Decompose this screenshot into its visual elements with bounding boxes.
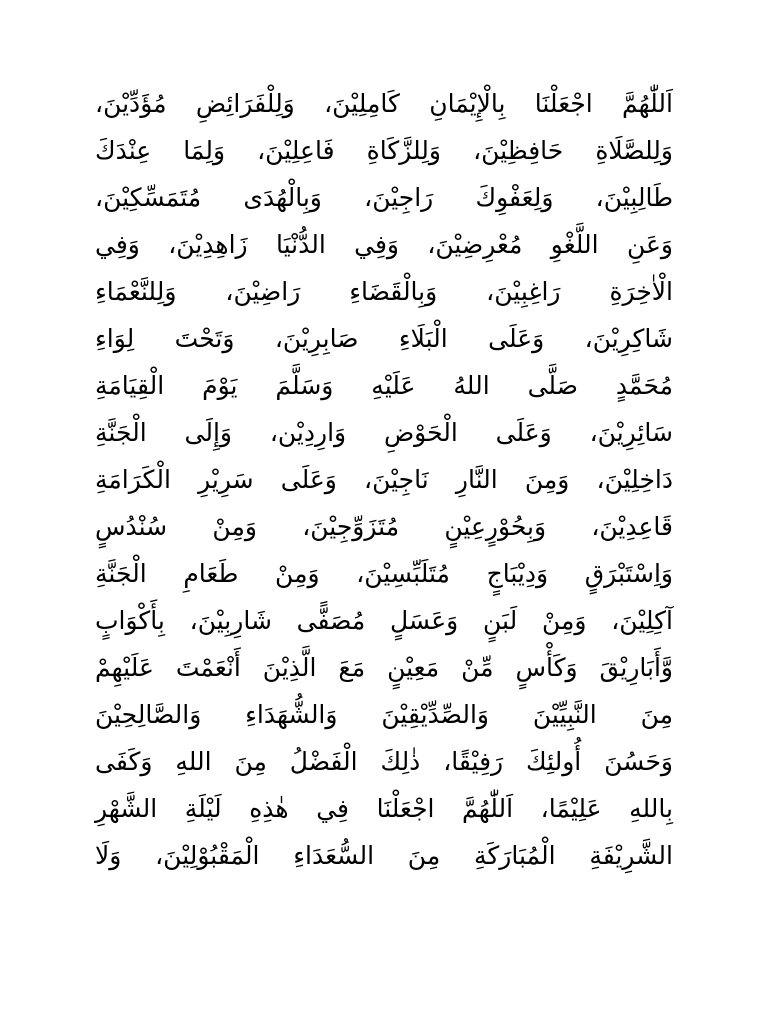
text-line: وَعَنِ اللَّغْوِ مُعْرِضِيْنَ، وَفِي الدُّنْيَا زَاهِدِيْنَ، وَفِي [95, 230, 673, 259]
text-line: وَّأَبَارِيْقَ وَكَأْسٍ مِّنْ مَعِيْنٍ مَعَ الَّذِيْنَ أَنْعَمْتَ عَلَيْهِمْ [95, 653, 673, 682]
text-line: بِاللهِ عَلِيْمًا، اَللّٰهُمَّ اجْعَلْنَا فِي هٰذِهِ لَيْلَةِ الشَّهْرِ [95, 794, 673, 823]
text-line: وَحَسُنَ أُولئِكَ رَفِيْقًا، ذٰلِكَ الْفَضْلُ مِنَ اللهِ وَكَفَى [95, 747, 673, 776]
text-line: شَاكِرِيْنَ، وَعَلَى الْبَلَاءِ صَابِرِيْنَ، وَتَحْتَ لِوَاءِ [95, 324, 673, 353]
text-line: قَاعِدِيْنَ، وَبِحُوْرٍعِيْنٍ مُتَزَوِّجِيْنَ، وَمِنْ سُنْدُسٍ [95, 512, 673, 541]
text-line: وَلِلصَّلَاةِ حَافِظِيْنَ، وَلِلزَّكَاةِ فَاعِلِيْنَ، وَلِمَا عِنْدَكَ [95, 136, 673, 165]
text-line: سَائِرِيْنَ، وَعَلَى الْحَوْضِ وَارِدِيْن، وَإِلَى الْجَنَّةِ [95, 418, 673, 447]
text-line: الشَّرِيْفَةِ الْمُبَارَكَةِ مِنَ السُّعَدَاءِ الْمَقْبُوْلِيْنَ، وَلَا [95, 841, 673, 870]
text-line: وَاِسْتَبْرَقٍ وَدِيْبَاجٍ مُتَلَبِّسِيْنَ، وَمِنْ طَعَامِ الْجَنَّةِ [95, 559, 673, 588]
text-line: آكِلِيْنَ، وَمِنْ لَبَنٍ وَعَسَلٍ مُصَفًّى شَارِبِيْنَ، بِأَكْوَابٍ [95, 606, 673, 635]
text-line: دَاخِلِيْنَ، وَمِنَ النَّارِ نَاجِيْنَ، وَعَلَى سَرِيْرِ الْكَرَامَةِ [95, 465, 673, 494]
text-line: مِنَ النَّبِيِّيْنَ وَالصِّدِّيْقِيْنَ وَالشُّهَدَاءِ وَالصَّالِحِيْنَ [95, 700, 673, 729]
text-line: الْاٰخِرَةِ رَاغِبِيْنَ، وَبِالْقَضَاءِ رَاضِيْنَ، وَلِلنَّعْمَاءِ [95, 277, 673, 306]
prayer-text-page [95, 80, 673, 879]
text-line: مُحَمَّدٍ صَلَّى اللهُ عَلَيْهِ وَسَلَّمَ يَوْمَ الْقِيَامَةِ [95, 371, 673, 400]
text-line: اَللّٰهُمَّ اجْعَلْنَا بِالْإِيْمَانِ كَامِلِيْنَ، وَلِلْفَرَائِضِ مُؤَدِّيْنَ، [95, 89, 673, 118]
text-line: طَالِبِيْنَ، وَلِعَفْوِكَ رَاجِيْنَ، وَبِالْهُدَى مُتَمَسِّكِيْنَ، [95, 183, 673, 212]
